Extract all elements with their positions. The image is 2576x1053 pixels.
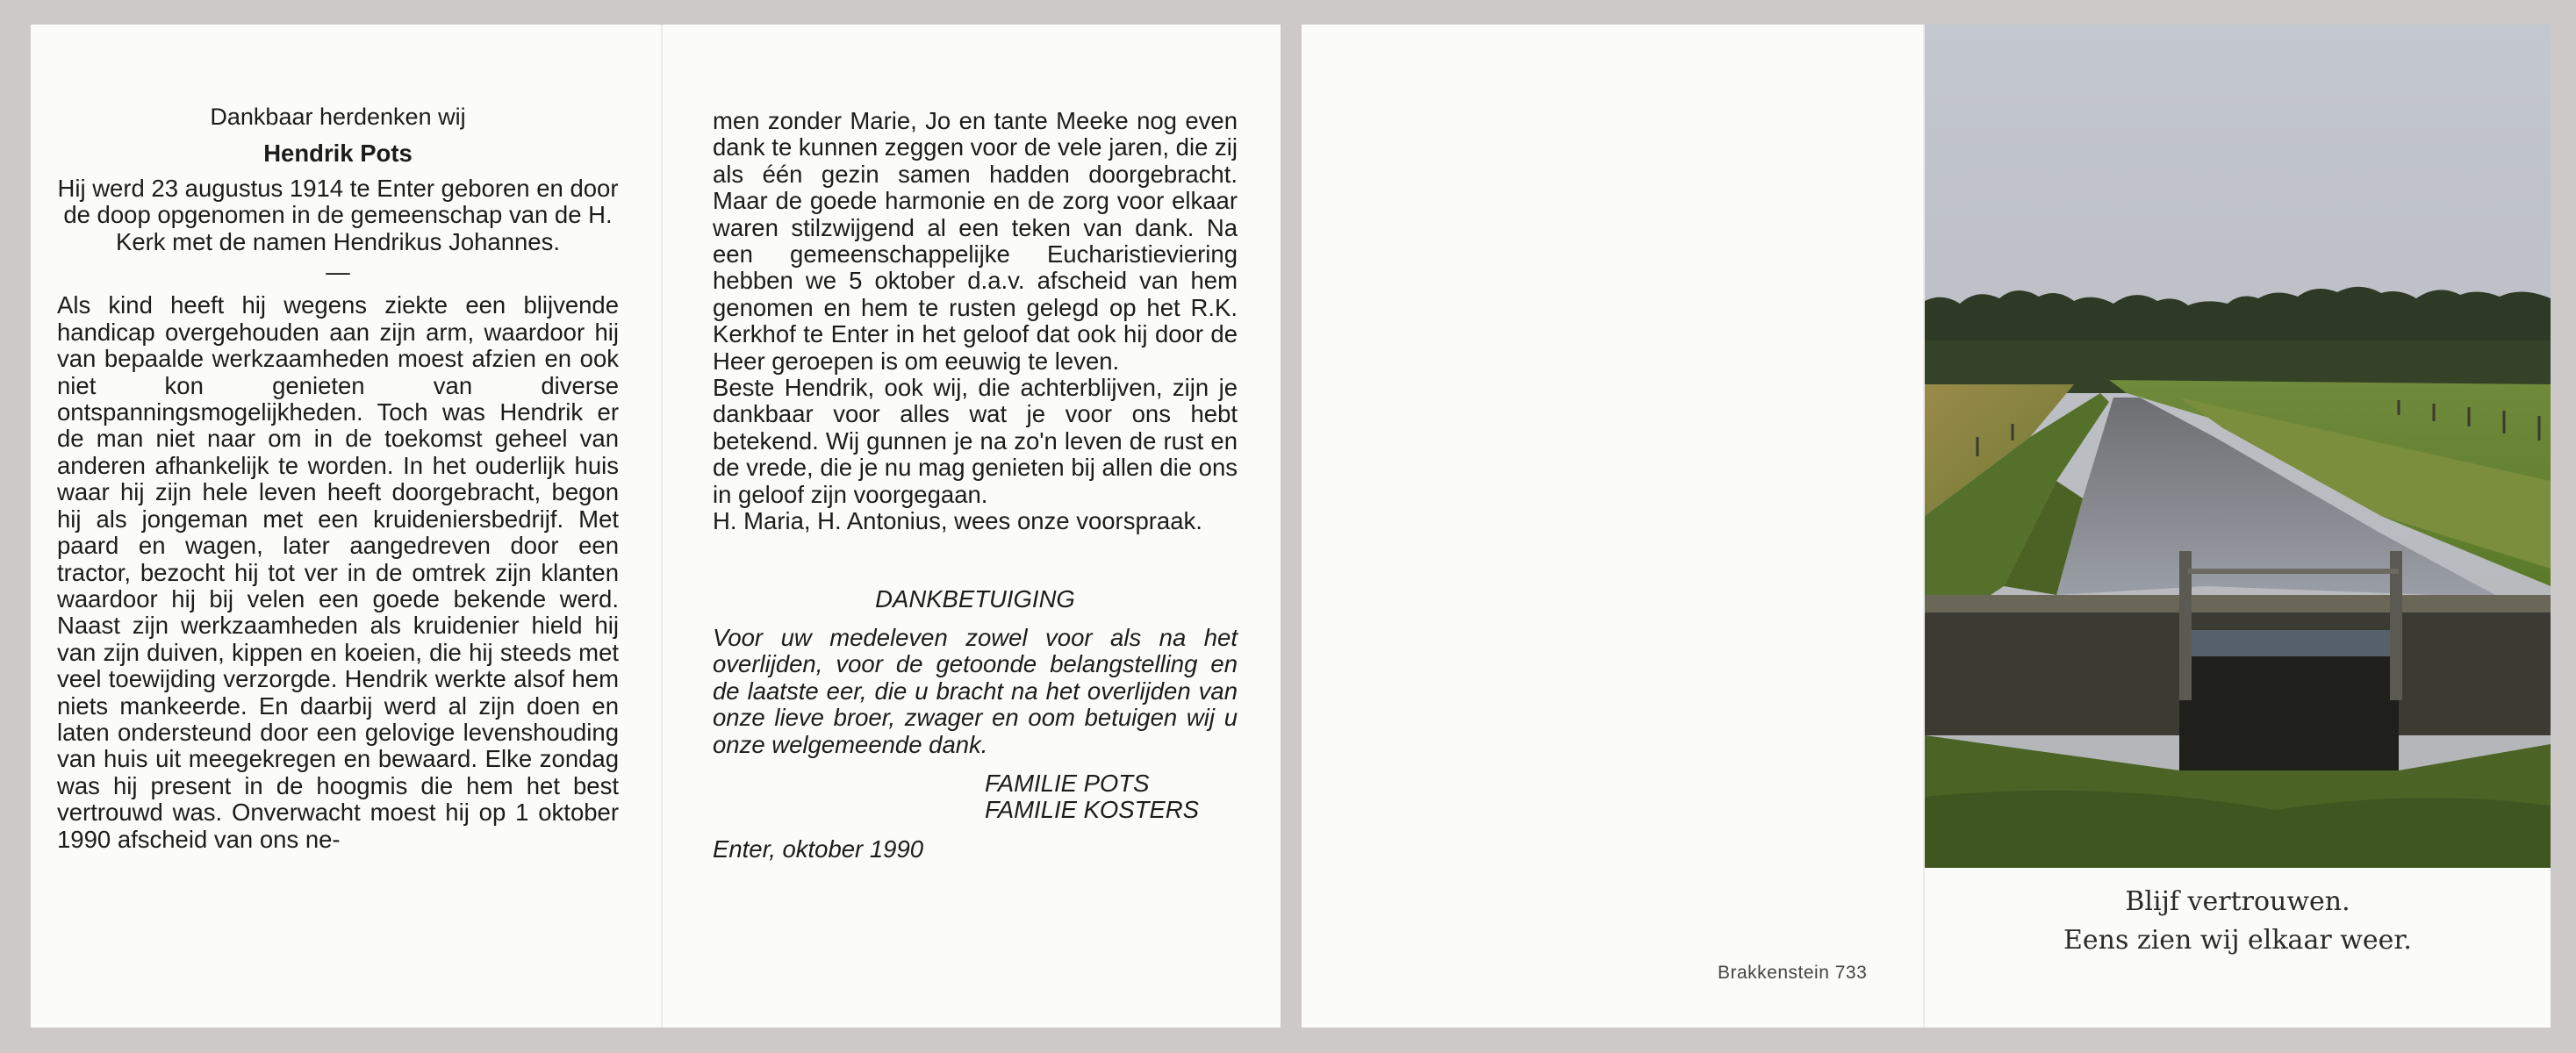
memorial-card-inner-spread (31, 25, 1281, 1028)
continuation-paragraph: men zonder Marie, Jo en tante Meeke nog even dank te kunnen zeggen voor de vele jaren, die zij als één gezin samen hadden doorgebracht. Maar de goede harmonie en de zorg voor elkaar waren stilzwijgend al een teken van dank. Na een gemeenschappelijke Eucharistieviering hebben we 5 oktober d.a.v. afscheid van hem genomen en hem te rusten gelegd op het R.K. Kerkhof te Enter in het geloof dat ook hij door de Heer geroepen is om eeuwig te leven. (713, 107, 1238, 375)
address-paragraph: Beste Hendrik, ook wij, die achterblijven, zijn je dankbaar voor alles wat je voor ons hebt betekend. Wij gunnen je na zo'n leven de rust en de vrede, die je nu mag genieten bij allen die ons in geloof zijn voorgegaan. (713, 374, 1238, 508)
printer-mark: Brakkenstein 733 (1718, 963, 1868, 983)
thanks-heading: DANKBETUIGING (875, 584, 1075, 612)
separator-dash: — (326, 258, 350, 286)
birth-paragraph: Hij werd 23 augustus 1914 te Enter geboren en door de doop opgenomen in de gemeenschap van de H. Kerk met de namen Hendrikus Johannes. (57, 174, 619, 255)
fold-line (661, 25, 663, 1028)
middle-page-text (713, 108, 1238, 863)
signature-kosters: FAMILIE KOSTERS (985, 796, 1199, 824)
prayer-line: H. Maria, H. Antonius, wees onze voorspraak. (713, 507, 1202, 535)
landscape-photo-ditch (1925, 25, 2551, 868)
deceased-name: Hendrik Pots (263, 140, 413, 168)
memorial-card-outer-spread (1302, 25, 2551, 1028)
place-date: Enter, oktober 1990 (713, 835, 924, 863)
motto-text (1925, 883, 2551, 960)
motto-line-1: Blijf vertrouwen. (2125, 886, 2350, 917)
left-page-text (57, 104, 619, 853)
thanks-text: Voor uw medeleven zowel voor als na het overlijden, voor de getoonde belangstelling en de laatste eer, die u bracht na het overlijden van onze lieve broer, zwager en oom betuigen wij u onze welgemeende dank. (713, 623, 1238, 758)
intro-line: Dankbaar herdenken wij (210, 104, 466, 130)
signature-block (713, 770, 1238, 824)
motto-line-2: Eens zien wij elkaar weer. (2063, 925, 2412, 956)
signature-pots: FAMILIE POTS (985, 769, 1150, 797)
life-paragraph: Als kind heeft hij wegens ziekte een blijvende handicap overgehouden aan zijn arm, waardoor hij van bepaalde werkzaamheden moest afzien en ook niet kon genieten van diverse ontspanningsmogelijkheden. Toch was Hendrik er de man niet naar om in de toekomst geheel van anderen afhankelijk te worden. In het ouderlijk huis waar hij zijn hele leven heeft doorgebracht, begon hij als jongeman met een kruideniersbedrijf. Met paard en wagen, later aangedreven door een tractor, bezocht hij tot ver in de omtrek zijn klanten waardoor hij bij velen een goede bekende werd. Naast zijn werkzaamheden als kruidenier hield hij van zijn duiven, kippen en koeien, die hij steeds met veel toewijding verzorgde. Hendrik werkte alsof hem niets mankeerde. En daarbij werd al zijn doen en laten ondersteund door een gelovige levenshouding van huis uit meegekregen en bewaard. Elke zondag was hij present in de hoogmis die hem het best vertrouwd was. Onverwacht moest hij op 1 oktober 1990 afscheid van ons ne- (57, 291, 619, 853)
